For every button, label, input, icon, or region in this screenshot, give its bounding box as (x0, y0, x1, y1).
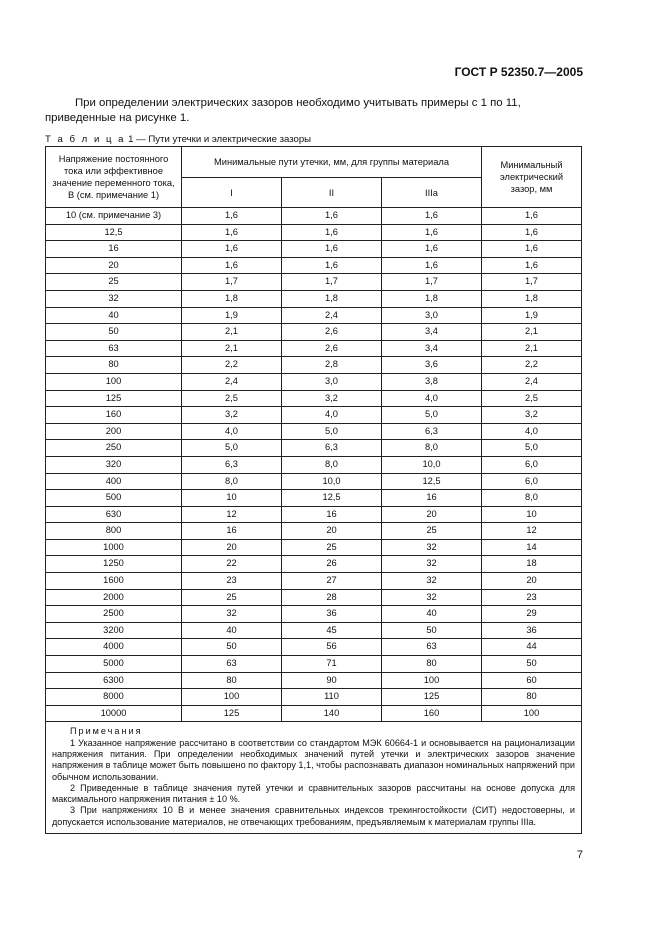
table-row (46, 423, 582, 440)
clearance-cell: 23 (482, 589, 582, 606)
clearance-cell: 18 (482, 556, 582, 573)
voltage-cell: 32 (46, 290, 182, 307)
table-row (46, 573, 582, 590)
voltage-cell: 5000 (46, 656, 182, 673)
clearance-cell: 2,4 (482, 373, 582, 390)
creepage-IIIa-cell: 160 (382, 705, 482, 722)
creepage-I-cell: 3,2 (182, 407, 282, 424)
creepage-II-cell: 71 (282, 656, 382, 673)
creepage-I-cell: 1,6 (182, 208, 282, 225)
creepage-I-cell: 16 (182, 523, 282, 540)
table-row (46, 340, 582, 357)
creepage-I-cell: 2,1 (182, 340, 282, 357)
table-row (46, 622, 582, 639)
table-caption-prefix: Т а б л и ц а (45, 134, 126, 145)
creepage-II-cell: 36 (282, 606, 382, 623)
table-row (46, 589, 582, 606)
creepage-II-cell: 140 (282, 705, 382, 722)
notes-block (46, 722, 582, 834)
clearance-cell: 14 (482, 539, 582, 556)
voltage-cell: 20 (46, 257, 182, 274)
clearance-cell: 1,6 (482, 241, 582, 258)
creepage-II-cell: 2,4 (282, 307, 382, 324)
creepage-I-cell: 2,4 (182, 373, 282, 390)
clearance-cell: 50 (482, 656, 582, 673)
table-row (46, 490, 582, 507)
creepage-II-cell: 110 (282, 689, 382, 706)
voltage-cell: 25 (46, 274, 182, 291)
clearance-cell: 1,6 (482, 224, 582, 241)
voltage-cell: 80 (46, 357, 182, 374)
creepage-IIIa-cell: 80 (382, 656, 482, 673)
clearance-cell: 100 (482, 705, 582, 722)
creepage-II-cell: 3,0 (282, 373, 382, 390)
clearance-cell: 1,6 (482, 257, 582, 274)
table-row (46, 373, 582, 390)
clearance-cell: 6,0 (482, 456, 582, 473)
creepage-II-cell: 1,8 (282, 290, 382, 307)
table-row (46, 357, 582, 374)
voltage-cell: 3200 (46, 622, 182, 639)
clearance-cell: 36 (482, 622, 582, 639)
voltage-cell: 400 (46, 473, 182, 490)
voltage-cell: 8000 (46, 689, 182, 706)
clearance-cell: 1,6 (482, 208, 582, 225)
creepage-I-cell: 125 (182, 705, 282, 722)
table-row (46, 656, 582, 673)
note-1: 1 Указанное напряжение рассчитано в соответствии со стандартом МЭК 60664-1 и основывается на рационализации напряжения питания. При определении необходимых значений путей утечки и электрических зазоров значение напряжения в таблице может быть повышено по фактору 1,1, чтобы распознавать диапазон номинальных напряжений при обычном использовании. (52, 737, 576, 782)
creepage-I-cell: 1,7 (182, 274, 282, 291)
table-body (46, 208, 582, 722)
header-group-IIIa: IIIa (382, 178, 482, 208)
table-row (46, 672, 582, 689)
creepage-IIIa-cell: 100 (382, 672, 482, 689)
creepage-II-cell: 5,0 (282, 423, 382, 440)
creepage-I-cell: 2,5 (182, 390, 282, 407)
creepage-II-cell: 12,5 (282, 490, 382, 507)
clearance-cell: 80 (482, 689, 582, 706)
note-3: 3 При напряжениях 10 В и менее значения сравнительных индексов трекингостойкости (СИТ) недостоверны, и допускается использование материалов, не отвечающих требованиям, предъявляемым к материалам группы IIIa. (52, 805, 576, 827)
table-row (46, 440, 582, 457)
table-row (46, 556, 582, 573)
clearance-cell: 6,0 (482, 473, 582, 490)
creepage-I-cell: 1,9 (182, 307, 282, 324)
creepage-IIIa-cell: 32 (382, 589, 482, 606)
creepage-IIIa-cell: 40 (382, 606, 482, 623)
table-row (46, 224, 582, 241)
header-clearance: Минимальный электрический зазор, мм (482, 147, 582, 208)
creepage-II-cell: 20 (282, 523, 382, 540)
creepage-IIIa-cell: 32 (382, 573, 482, 590)
table-row (46, 257, 582, 274)
creepage-I-cell: 2,1 (182, 324, 282, 341)
creepage-I-cell: 32 (182, 606, 282, 623)
creepage-II-cell: 90 (282, 672, 382, 689)
voltage-cell: 125 (46, 390, 182, 407)
voltage-cell: 10 (см. примечание 3) (46, 208, 182, 225)
table-row (46, 274, 582, 291)
creepage-I-cell: 22 (182, 556, 282, 573)
table-row (46, 689, 582, 706)
header-group-I: I (182, 178, 282, 208)
creepage-I-cell: 12 (182, 506, 282, 523)
voltage-cell: 6300 (46, 672, 182, 689)
creepage-II-cell: 8,0 (282, 456, 382, 473)
voltage-cell: 50 (46, 324, 182, 341)
clearance-cell: 2,5 (482, 390, 582, 407)
creepage-I-cell: 63 (182, 656, 282, 673)
creepage-I-cell: 10 (182, 490, 282, 507)
creepage-II-cell: 26 (282, 556, 382, 573)
creepage-I-cell: 40 (182, 622, 282, 639)
creepage-I-cell: 50 (182, 639, 282, 656)
creepage-IIIa-cell: 125 (382, 689, 482, 706)
voltage-cell: 4000 (46, 639, 182, 656)
table-row (46, 307, 582, 324)
creepage-II-cell: 1,7 (282, 274, 382, 291)
creepage-IIIa-cell: 6,3 (382, 423, 482, 440)
creepage-IIIa-cell: 20 (382, 506, 482, 523)
creepage-II-cell: 1,6 (282, 224, 382, 241)
creepage-I-cell: 20 (182, 539, 282, 556)
clearance-cell: 10 (482, 506, 582, 523)
creepage-IIIa-cell: 16 (382, 490, 482, 507)
clearance-cell: 8,0 (482, 490, 582, 507)
creepage-IIIa-cell: 1,6 (382, 208, 482, 225)
voltage-cell: 500 (46, 490, 182, 507)
clearance-cell: 1,9 (482, 307, 582, 324)
table-row (46, 523, 582, 540)
table-row (46, 407, 582, 424)
clearance-cell: 2,1 (482, 340, 582, 357)
table-row (46, 506, 582, 523)
creepage-IIIa-cell: 3,4 (382, 340, 482, 357)
voltage-cell: 250 (46, 440, 182, 457)
creepage-II-cell: 1,6 (282, 257, 382, 274)
creepage-IIIa-cell: 50 (382, 622, 482, 639)
clearance-cell: 1,7 (482, 274, 582, 291)
voltage-cell: 800 (46, 523, 182, 540)
creepage-II-cell: 4,0 (282, 407, 382, 424)
document-header: ГОСТ Р 52350.7—2005 (454, 65, 583, 79)
creepage-II-cell: 1,6 (282, 208, 382, 225)
voltage-cell: 320 (46, 456, 182, 473)
creepage-IIIa-cell: 8,0 (382, 440, 482, 457)
voltage-cell: 160 (46, 407, 182, 424)
clearance-cell: 60 (482, 672, 582, 689)
clearance-cell: 29 (482, 606, 582, 623)
creepage-I-cell: 100 (182, 689, 282, 706)
creepage-II-cell: 45 (282, 622, 382, 639)
creepage-IIIa-cell: 3,4 (382, 324, 482, 341)
creepage-IIIa-cell: 32 (382, 556, 482, 573)
creepage-IIIa-cell: 3,0 (382, 307, 482, 324)
table-row (46, 705, 582, 722)
creepage-IIIa-cell: 4,0 (382, 390, 482, 407)
clearance-cell: 1,8 (482, 290, 582, 307)
voltage-cell: 63 (46, 340, 182, 357)
creepage-IIIa-cell: 3,6 (382, 357, 482, 374)
creepage-I-cell: 8,0 (182, 473, 282, 490)
table-caption-text: 1 — Пути утечки и электрические зазоры (125, 134, 312, 145)
table-row (46, 208, 582, 225)
creepage-II-cell: 3,2 (282, 390, 382, 407)
table-row (46, 390, 582, 407)
intro-paragraph: При определении электрических зазоров необходимо учитывать примеры с 1 по 11, приведенные на рисунке 1. (45, 97, 521, 124)
voltage-cell: 630 (46, 506, 182, 523)
table-row (46, 473, 582, 490)
table-row (46, 241, 582, 258)
clearance-cell: 2,1 (482, 324, 582, 341)
creepage-IIIa-cell: 63 (382, 639, 482, 656)
clearance-cell: 12 (482, 523, 582, 540)
creepage-I-cell: 23 (182, 573, 282, 590)
table-row (46, 539, 582, 556)
voltage-cell: 10000 (46, 705, 182, 722)
note-2: 2 Приведенные в таблице значения путей утечки и сравнительных зазоров рассчитаны на основе допуска для максимального напряжения питания ± 10 %. (52, 782, 576, 805)
creepage-I-cell: 6,3 (182, 456, 282, 473)
clearance-cell: 4,0 (482, 423, 582, 440)
voltage-cell: 200 (46, 423, 182, 440)
creepage-IIIa-cell: 10,0 (382, 456, 482, 473)
voltage-cell: 2500 (46, 606, 182, 623)
voltage-cell: 40 (46, 307, 182, 324)
table-row (46, 606, 582, 623)
creepage-II-cell: 2,6 (282, 324, 382, 341)
creepage-II-cell: 6,3 (282, 440, 382, 457)
clearance-cell: 3,2 (482, 407, 582, 424)
notes-title: Примечания (70, 726, 143, 737)
header-creepage: Минимальные пути утечки, мм, для группы материала (182, 147, 482, 178)
creepage-I-cell: 1,6 (182, 257, 282, 274)
creepage-II-cell: 25 (282, 539, 382, 556)
creepage-II-cell: 56 (282, 639, 382, 656)
creepage-II-cell: 2,6 (282, 340, 382, 357)
creepage-clearance-table (45, 146, 582, 834)
creepage-IIIa-cell: 3,8 (382, 373, 482, 390)
voltage-cell: 2000 (46, 589, 182, 606)
creepage-II-cell: 2,8 (282, 357, 382, 374)
creepage-IIIa-cell: 1,8 (382, 290, 482, 307)
creepage-I-cell: 1,6 (182, 241, 282, 258)
creepage-I-cell: 4,0 (182, 423, 282, 440)
creepage-II-cell: 27 (282, 573, 382, 590)
page-number: 7 (576, 849, 583, 861)
creepage-IIIa-cell: 12,5 (382, 473, 482, 490)
creepage-I-cell: 5,0 (182, 440, 282, 457)
creepage-IIIa-cell: 25 (382, 523, 482, 540)
voltage-cell: 1250 (46, 556, 182, 573)
header-group-II: II (282, 178, 382, 208)
creepage-I-cell: 2,2 (182, 357, 282, 374)
creepage-IIIa-cell: 1,6 (382, 224, 482, 241)
creepage-I-cell: 1,8 (182, 290, 282, 307)
creepage-IIIa-cell: 1,7 (382, 274, 482, 291)
table-caption (45, 134, 311, 145)
creepage-IIIa-cell: 1,6 (382, 257, 482, 274)
voltage-cell: 1000 (46, 539, 182, 556)
table-row (46, 324, 582, 341)
clearance-cell: 2,2 (482, 357, 582, 374)
table-row (46, 456, 582, 473)
clearance-cell: 20 (482, 573, 582, 590)
creepage-I-cell: 25 (182, 589, 282, 606)
creepage-IIIa-cell: 1,6 (382, 241, 482, 258)
voltage-cell: 12,5 (46, 224, 182, 241)
voltage-cell: 1600 (46, 573, 182, 590)
table-row (46, 639, 582, 656)
creepage-II-cell: 28 (282, 589, 382, 606)
creepage-IIIa-cell: 32 (382, 539, 482, 556)
creepage-II-cell: 10,0 (282, 473, 382, 490)
table-row (46, 290, 582, 307)
voltage-cell: 100 (46, 373, 182, 390)
voltage-cell: 16 (46, 241, 182, 258)
clearance-cell: 44 (482, 639, 582, 656)
creepage-I-cell: 80 (182, 672, 282, 689)
creepage-IIIa-cell: 5,0 (382, 407, 482, 424)
creepage-I-cell: 1,6 (182, 224, 282, 241)
creepage-II-cell: 16 (282, 506, 382, 523)
header-voltage: Напряжение постоянного тока или эффективное значение переменного тока, В (см. примечание 1) (46, 147, 182, 208)
creepage-II-cell: 1,6 (282, 241, 382, 258)
clearance-cell: 5,0 (482, 440, 582, 457)
